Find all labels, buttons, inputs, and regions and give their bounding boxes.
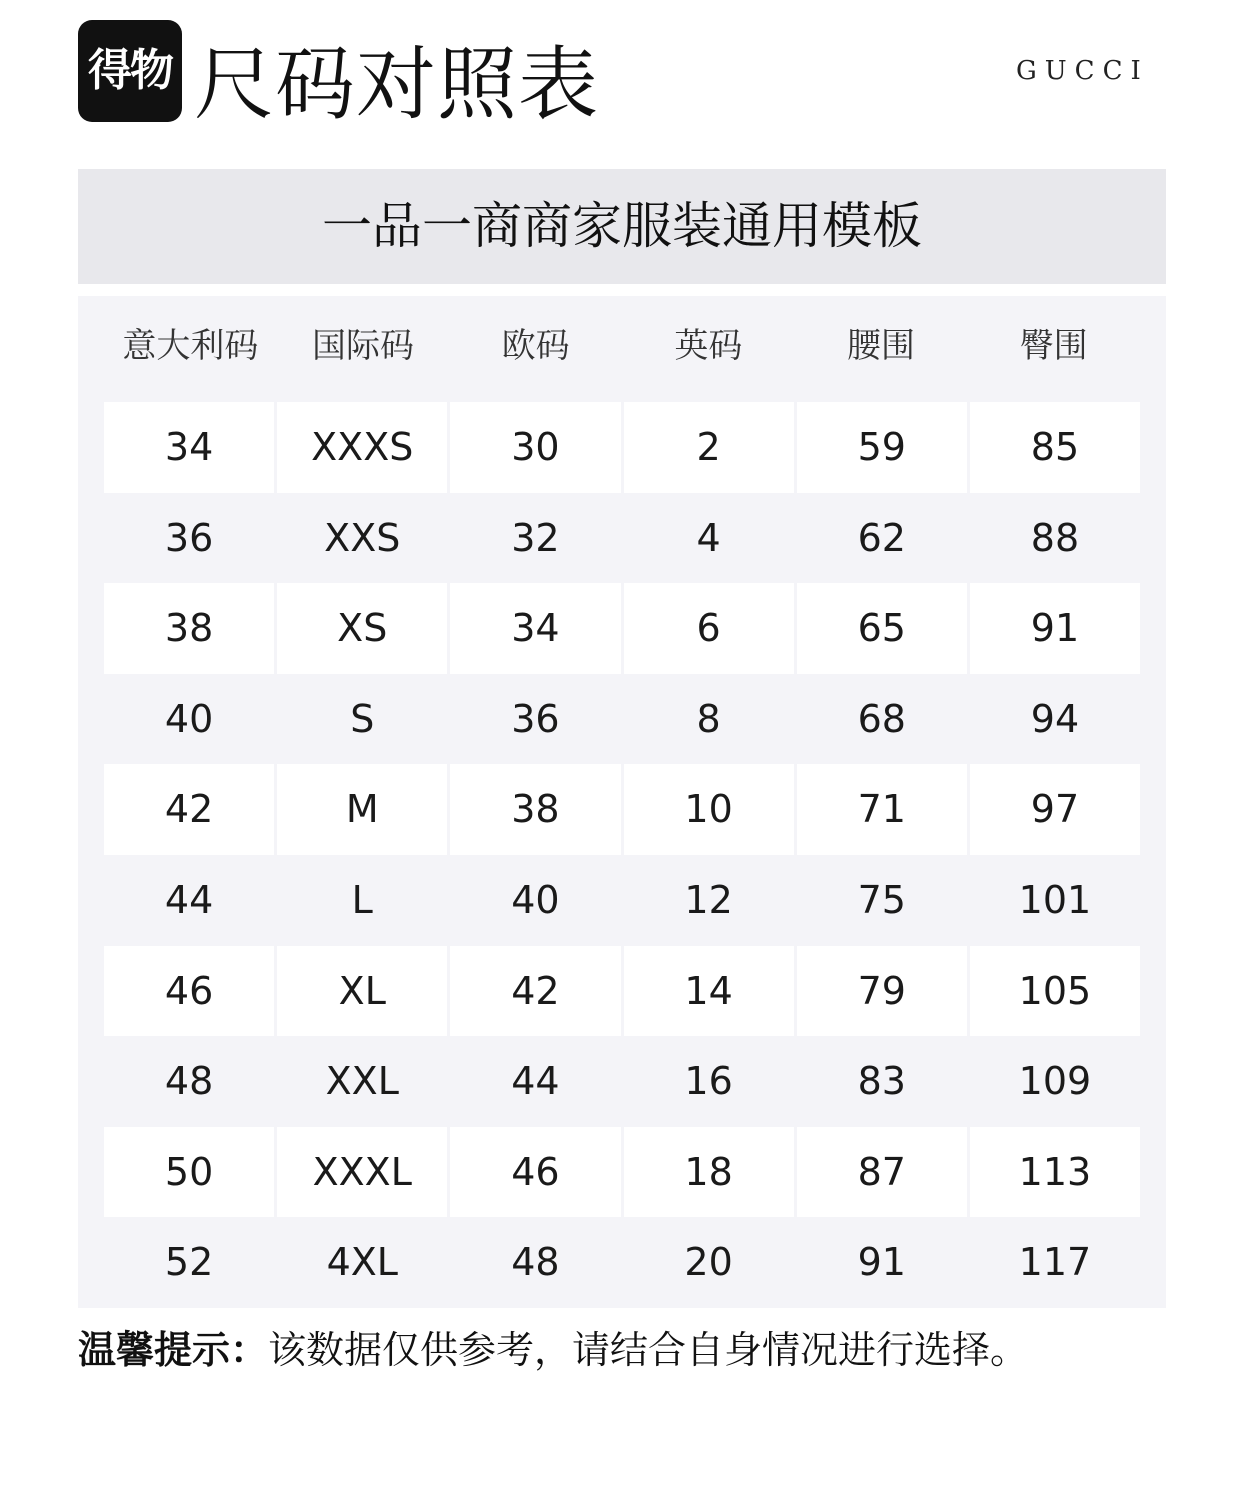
- table-cell: 97: [970, 764, 1140, 855]
- table-cell: 113: [970, 1127, 1140, 1218]
- size-table: [78, 296, 1166, 1308]
- table-cell: 48: [511, 1240, 560, 1285]
- table-cell: 16: [684, 1059, 733, 1104]
- table-cell: 38: [104, 583, 274, 674]
- table-cell: S: [350, 696, 375, 741]
- table-cell: 8: [696, 696, 721, 741]
- table-cell: 91: [970, 583, 1140, 674]
- table-cell: 38: [450, 764, 620, 855]
- table-row: [104, 583, 1140, 674]
- table-header-row: [104, 316, 1140, 376]
- table-cell: 12: [684, 877, 733, 922]
- table-row: [104, 402, 1140, 493]
- table-cell: 40: [511, 877, 560, 922]
- table-cell: 40: [164, 696, 214, 741]
- table-cell: 87: [797, 1127, 967, 1218]
- header: [0, 0, 1246, 160]
- table-cell: 4: [696, 515, 721, 560]
- table-cell: 20: [684, 1240, 733, 1285]
- tip-text: 该数据仅供参考，请结合自身情况进行选择。: [268, 1328, 1029, 1372]
- table-cell: 34: [104, 402, 274, 493]
- table-cell: L: [351, 877, 373, 922]
- table-row: [104, 674, 1140, 765]
- table-body: [104, 402, 1140, 1308]
- column-header-italy-size: 意大利码: [122, 326, 259, 366]
- table-cell: 44: [511, 1059, 560, 1104]
- table-cell: 75: [857, 877, 906, 922]
- table-cell: 36: [164, 515, 214, 560]
- table-row: [104, 1127, 1140, 1218]
- table-cell: 79: [797, 946, 967, 1037]
- table-cell: 46: [450, 1127, 620, 1218]
- table-cell: 83: [857, 1059, 906, 1104]
- table-cell: 36: [511, 696, 560, 741]
- column-header-eu-size: 欧码: [501, 326, 570, 366]
- table-cell: 44: [164, 877, 214, 922]
- brand-logo: GUCCI: [1016, 56, 1149, 86]
- table-cell: 30: [450, 402, 620, 493]
- table-cell: XXXS: [277, 402, 447, 493]
- column-header-uk-size: 英码: [674, 326, 743, 366]
- table-cell: XXXL: [277, 1127, 447, 1218]
- table-cell: 42: [450, 946, 620, 1037]
- dewu-logo: 得物: [78, 20, 182, 122]
- tip-note: [78, 1318, 1028, 1382]
- table-cell: XL: [277, 946, 447, 1037]
- table-cell: 94: [1030, 696, 1080, 741]
- column-header-intl-size: 国际码: [312, 326, 414, 366]
- table-row: [104, 855, 1140, 946]
- table-cell: XXS: [324, 515, 401, 560]
- table-cell: 105: [970, 946, 1140, 1037]
- table-cell: 52: [164, 1240, 214, 1285]
- table-cell: 71: [797, 764, 967, 855]
- table-cell: 101: [1018, 877, 1092, 922]
- table-cell: XXL: [325, 1059, 399, 1104]
- table-cell: 85: [970, 402, 1140, 493]
- table-cell: 4XL: [326, 1240, 398, 1285]
- page-title: 尺码对照表: [194, 38, 599, 131]
- template-subtitle: 一品一商商家服装通用模板: [78, 169, 1166, 284]
- table-cell: 10: [624, 764, 794, 855]
- table-cell: 2: [624, 402, 794, 493]
- column-header-hip: 臀围: [1019, 326, 1088, 366]
- table-cell: 18: [624, 1127, 794, 1218]
- table-cell: 42: [104, 764, 274, 855]
- table-cell: 32: [511, 515, 560, 560]
- table-cell: 59: [797, 402, 967, 493]
- tip-label: 温馨提示：: [78, 1328, 269, 1372]
- table-cell: 117: [1018, 1240, 1092, 1285]
- table-row: [104, 764, 1140, 855]
- column-header-waist: 腰围: [847, 326, 916, 366]
- table-row: [104, 1036, 1140, 1127]
- table-cell: XS: [277, 583, 447, 674]
- table-cell: 91: [857, 1240, 906, 1285]
- table-cell: 65: [797, 583, 967, 674]
- table-cell: 6: [624, 583, 794, 674]
- table-row: [104, 1217, 1140, 1308]
- table-cell: 62: [857, 515, 906, 560]
- table-row: [104, 946, 1140, 1037]
- table-cell: 48: [164, 1059, 214, 1104]
- table-cell: 34: [450, 583, 620, 674]
- table-cell: 46: [104, 946, 274, 1037]
- table-cell: 50: [104, 1127, 274, 1218]
- table-cell: 88: [1030, 515, 1080, 560]
- table-cell: 68: [857, 696, 906, 741]
- table-cell: M: [277, 764, 447, 855]
- table-cell: 14: [624, 946, 794, 1037]
- table-row: [104, 493, 1140, 584]
- table-cell: 109: [1018, 1059, 1092, 1104]
